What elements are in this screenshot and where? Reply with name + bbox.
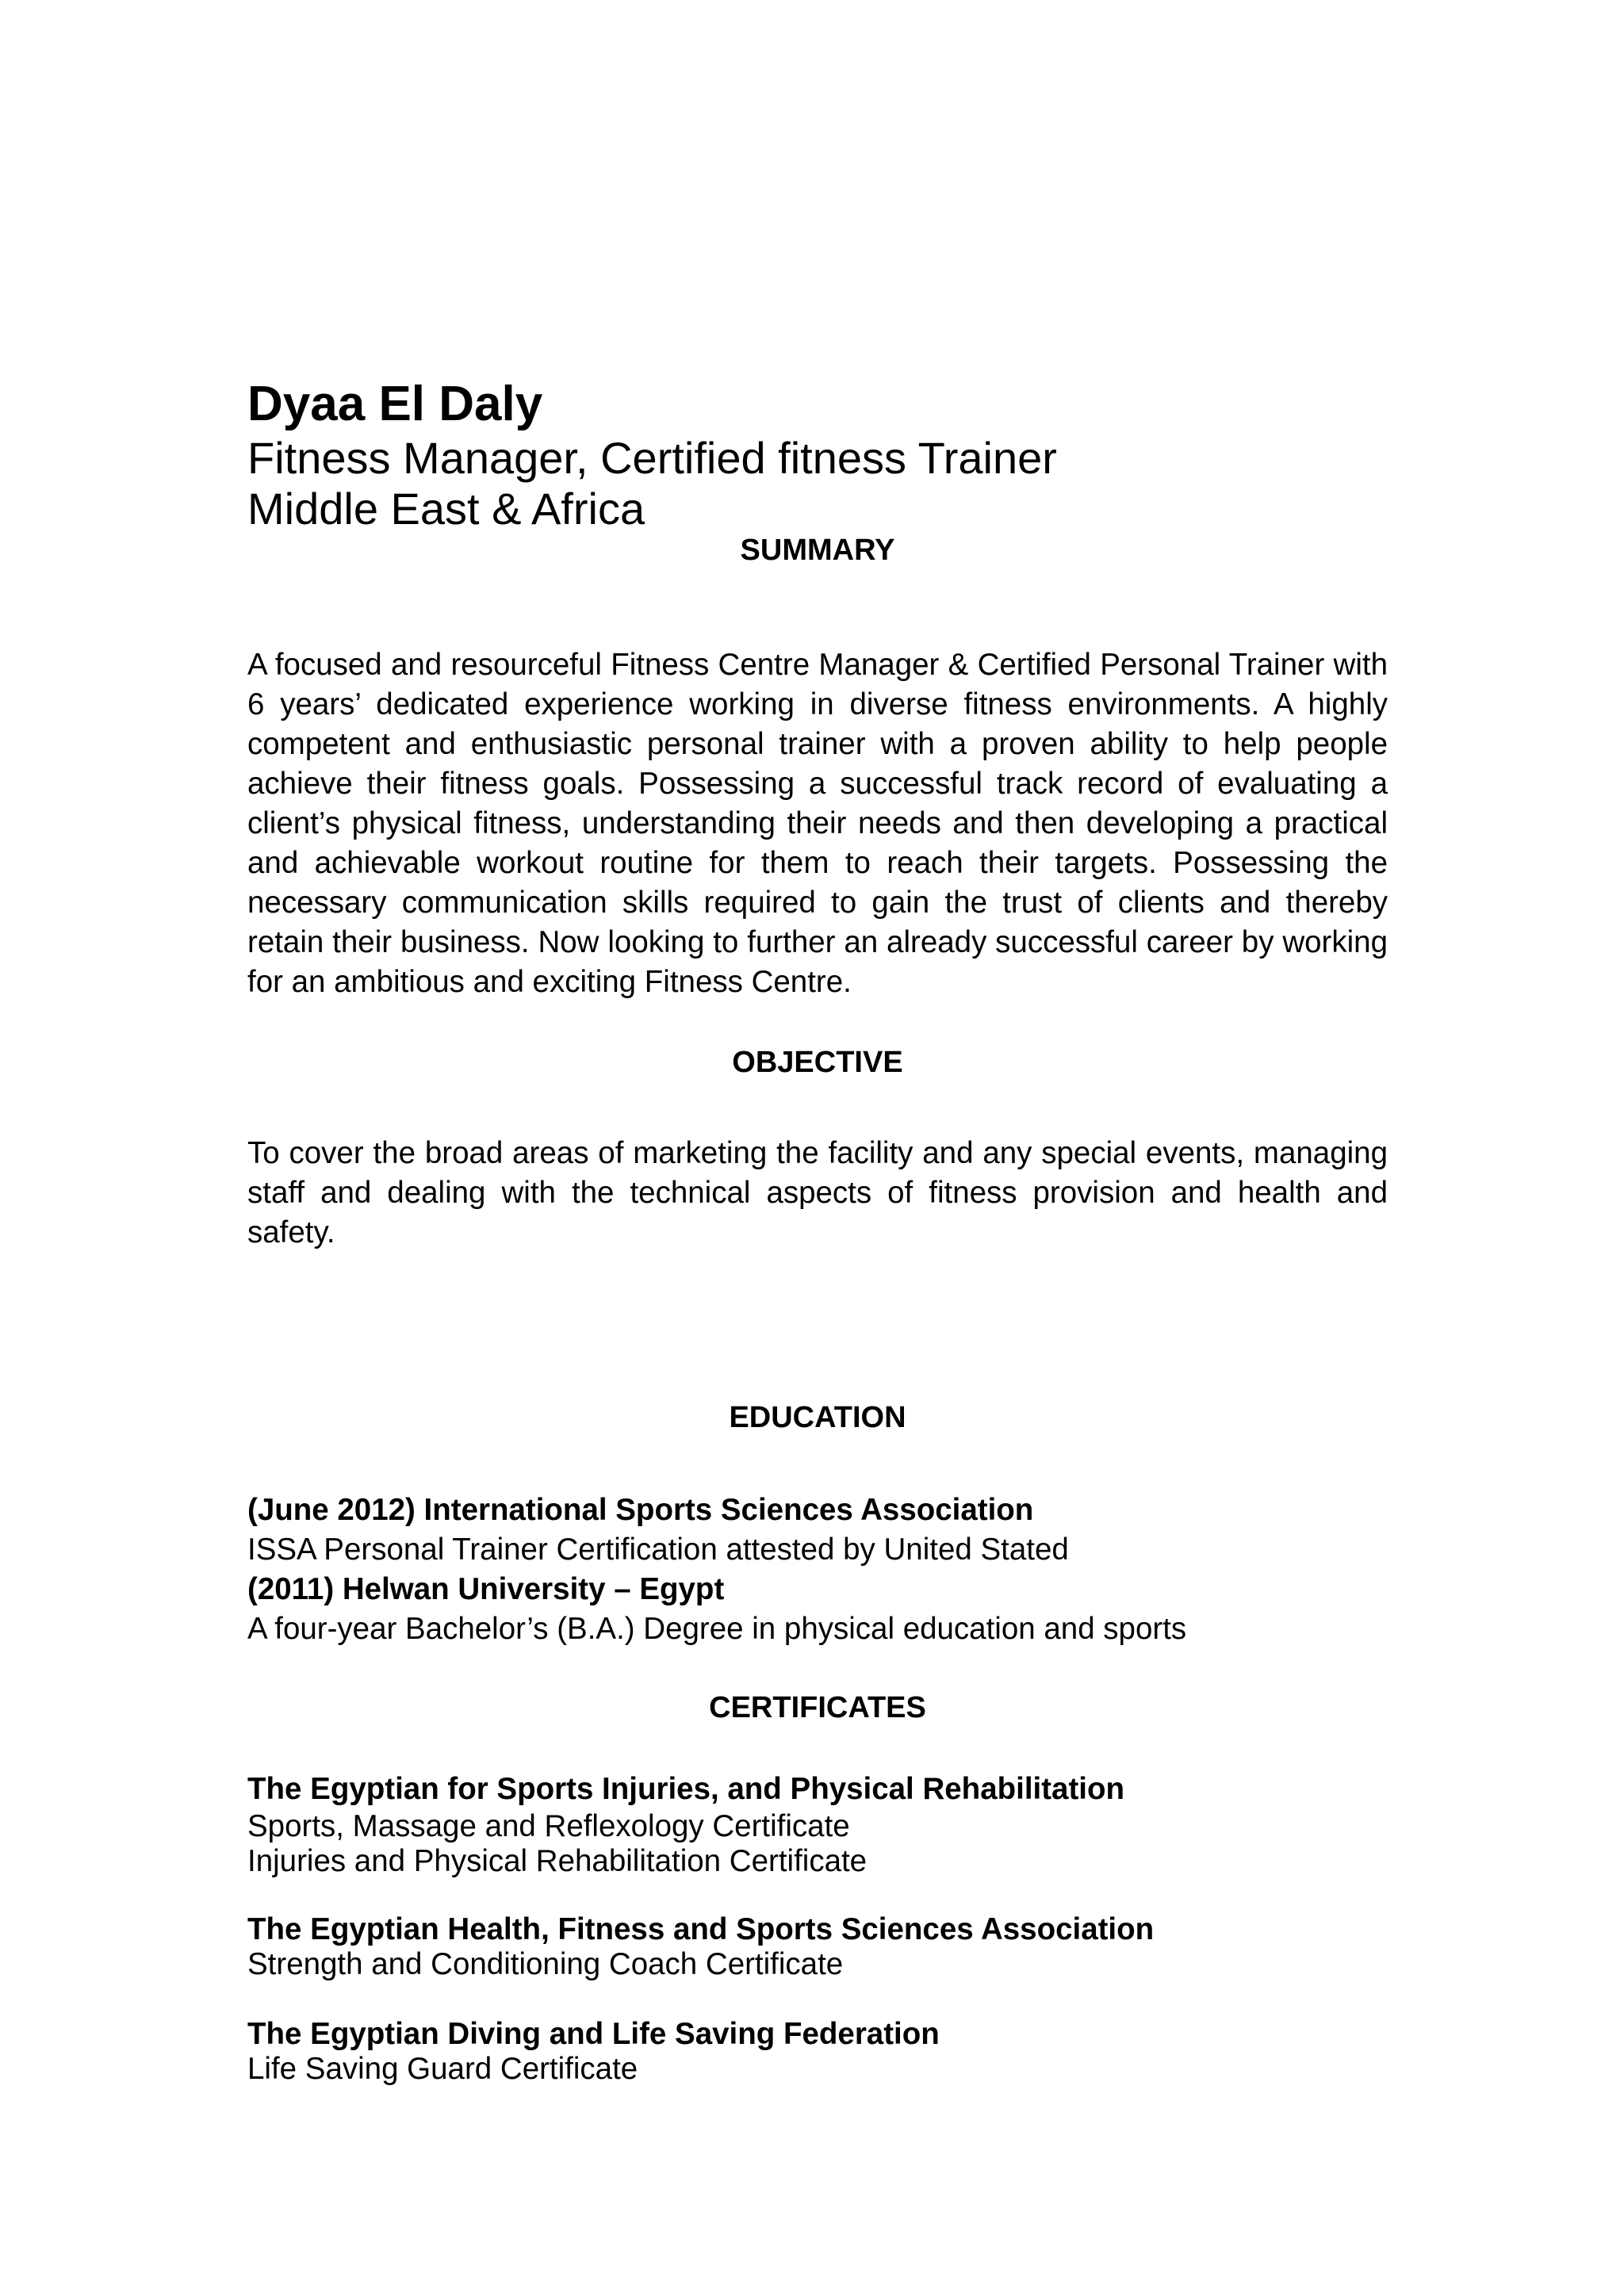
- education-item-detail: ISSA Personal Trainer Certification attested by United Stated: [247, 1533, 1069, 1567]
- certificate-issuer: The Egyptian Health, Fitness and Sports Sciences Association: [247, 1912, 1155, 1946]
- certificate-group: [247, 1912, 1388, 1982]
- summary-text: A focused and resourceful Fitness Centre Manager & Certified Personal Trainer with 6 years’ dedicated experience working in diverse fitness environments. A highly competent and enthusiastic personal trainer with a proven ability to help people achieve their fitness goals. Possessing a successful track record of evaluating a client’s physical fitness, understanding their needs and then developing a practical and achievable workout routine for them to reach their targets. Possessing the necessary communication skills required to gain the trust of clients and thereby retain their business. Now looking to further an already successful career by working for an ambitious and exciting Fitness Centre.: [247, 648, 1388, 999]
- education-item-detail: A four-year Bachelor’s (B.A.) Degree in physical education and sports: [247, 1612, 1187, 1646]
- certificate-issuer: The Egyptian for Sports Injuries, and Physical Rehabilitation: [247, 1772, 1124, 1806]
- certificate-item: Sports, Massage and Reflexology Certificate: [247, 1809, 850, 1843]
- education-heading: EDUCATION: [729, 1401, 906, 1434]
- summary-heading: SUMMARY: [740, 534, 895, 567]
- certificate-item: Injuries and Physical Rehabilitation Certificate: [247, 1844, 868, 1878]
- education-item-title: (June 2012) International Sports Sciences Association: [247, 1493, 1034, 1527]
- objective-text: To cover the broad areas of marketing the facility and any special events, managing staff and dealing with the technical aspects of fitness provision and health and safety.: [247, 1136, 1388, 1249]
- certificate-group: [247, 2017, 1388, 2087]
- certificate-group: [247, 1770, 1388, 1879]
- education-item-title: (2011) Helwan University – Egypt: [247, 1572, 725, 1606]
- certificates-heading: CERTIFICATES: [709, 1691, 926, 1724]
- candidate-title: Fitness Manager, Certified fitness Trainer: [247, 433, 1057, 483]
- education-list: [247, 1490, 1388, 1649]
- certificate-issuer: The Egyptian Diving and Life Saving Federation: [247, 2017, 940, 2051]
- candidate-region: Middle East & Africa: [247, 484, 645, 534]
- certificate-item: Strength and Conditioning Coach Certificate: [247, 1947, 844, 1981]
- certificate-item: Life Saving Guard Certificate: [247, 2052, 638, 2086]
- candidate-name: Dyaa El Daly: [247, 377, 543, 431]
- objective-heading: OBJECTIVE: [732, 1046, 903, 1079]
